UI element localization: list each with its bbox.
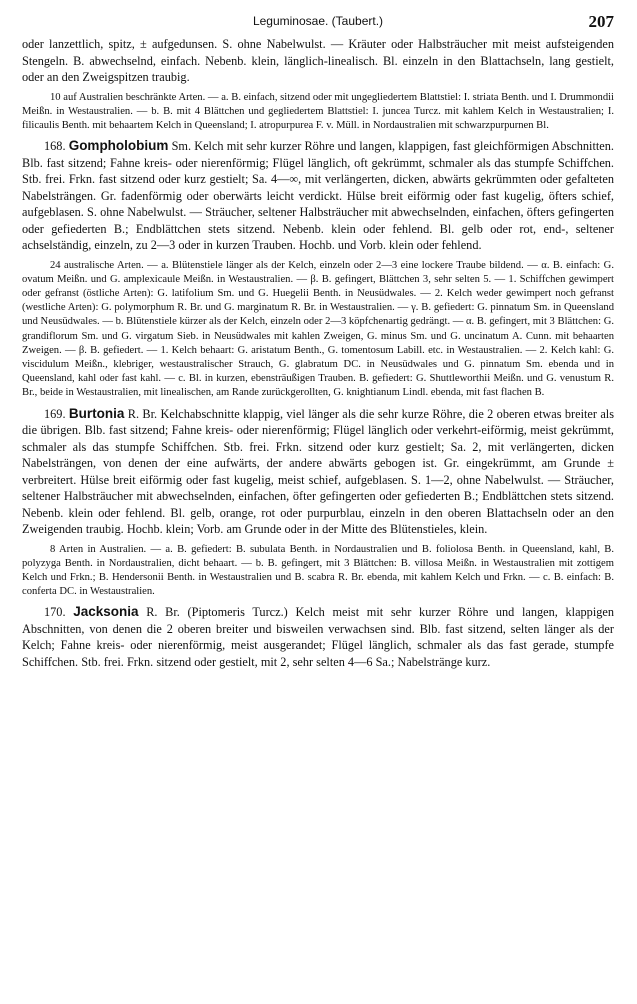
genus-number: 169. bbox=[44, 406, 66, 421]
genus-number: 168. bbox=[44, 139, 66, 154]
genus-entry-gompholobium bbox=[22, 138, 614, 254]
genus-description: R. Br. (Piptomeris Turcz.) Kelch meist mit sehr kurzer Röhre und langen, klappigen Abschnitten, von denen die 2 oberen breiter und bisweilen verwachsen sind. Blb. fast sitzend, selten länger als der Kelch; Fahne kreis- oder nierenförmig, meist ausgerandet; Flügel länglich, schmaler als das fast gerade, stumpfe Schiffchen. Stb. frei. Frkn. sitzend oder gestielt, mit 2, sehr selten 4—6 Sa.; Nabelstränge kurz. bbox=[22, 605, 614, 669]
genus-description: Sm. Kelch mit sehr kurzer Röhre und langen, klappigen, fast gleichförmigen Abschnitten. Blb. fast sitzend; Fahne kreis- oder nierenförmig; Flügel länglich, oft gekrümmt, schmaler als das stumpfe Schiffchen. Stb. frei. Frkn. fast sitzend oder kurz gestielt; Sa. 4—∞, mit verlängerten, dicken, abwärts gekrümmten oder gefalteten Nabelsträngen. Gr. fadenförmig oder oberwärts leicht verdickt. Hülse breit eiförmig oder fast kugelig, öfters schief, aufgeblasen. S. ohne Nabelwulst. — Sträucher, seltener Halbsträucher mit abwechselnden, einfachen, öfters gefingerten oder gefiederten B.; Endblättchen stets sitzend. Nebenb. klein oder fehlend. Bl. gelb oder rot, end-, seltener achselständig, einzeln, zu 2—3 oder in kurzen Trauben. Hochb. und Vorb. klein oder fehlend. bbox=[22, 139, 614, 253]
paragraph-intro-continued: oder lanzettlich, spitz, ± aufgedunsen. S. ohne Nabelwulst. — Kräuter oder Halbsträucher mit meist aufsteigenden Stengeln. B. abwechselnd, einfach. Nebenb. klein, länglich-linealisch. Bl. einzeln in den Blattachseln, lang gestielt, oder an den Zweigspitzen traubig. bbox=[22, 37, 614, 84]
genus-name: Gompholobium bbox=[68, 138, 169, 154]
genus-name: Burtonia bbox=[68, 405, 125, 421]
genus-name: Jacksonia bbox=[73, 604, 139, 620]
species-list-isotropis: 10 auf Australien beschränkte Arten. — a. B. einfach, sitzend oder mit ungegliedertem Blattstiel: I. striata Benth. und I. Drummondii Meißn. in Westaustralien. — b. B. mit 4 Blättchen und gegliedertem Blattstiel: I. juncea Turcz. mit kahlem Kelch in Westaustralien; I. filicaulis Benth. mit behaartem Kelch in Queensland; I. atropurpurea F. v. Müll. in Nordaustralien mit schwarzpurpurnen Bl. bbox=[22, 91, 614, 131]
page-number: 207 bbox=[588, 12, 614, 31]
genus-entry-jacksonia bbox=[22, 604, 614, 670]
species-list-burtonia: 8 Arten in Australien. — a. B. gefiedert: B. subulata Benth. in Nordaustralien und B. foliolosa Benth. in Queensland, kahl, B. polyzyga Benth. in Nordaustralien, dicht behaart. — b. B. gefingert, mit 3 Blättchen: B. villosa Meißn. in Westaustralien mit zottigem Kelch und Frkn.; B. Hendersonii Benth. in Westaustralien und B. scabra R. Br. ebenda, mit kahlem Kelch und Frkn. — c. B. einfach: B. conferta DC. in Westaustralien. bbox=[22, 543, 614, 598]
genus-number: 170. bbox=[44, 605, 66, 620]
species-list-gompholobium: 24 australische Arten. — a. Blütenstiele länger als der Kelch, einzeln oder 2—3 eine lockere Traube bildend. — α. B. einfach: G. ovatum Meißn. und G. amplexicaule Meißn. in Westaustralien. — β. B. gefingert, Blättchen 3, sehr selten 5. — 1. Schiffchen gewimpert oder gefranst (östliche Arten): G. latifolium Sm. und G. Huegelii Benth. in Neusüdwales. — 2. Kelch weder gewimpert noch gefranst (westliche Arten): G. polymorphum R. Br. und G. marginatum R. Br. in Westaustralien. — γ. B. gefiedert: G. pinnatum Sm. in Queensland und Neusüdwales. — b. Blütenstiele kürzer als der Kelch, einzeln oder 2—3 köpfchenartig gedrängt. — α. B. gefingert, mit 3 Blättchen: G. grandiflorum Sm. und G. virgatum Sieb. in Neusüdwales mit kahlen Zweigen, G. minus Sm. und G. uncinatum A. Cunn. mit behaarten Zweigen. — β. B. gefiedert. — 1. Kelch behaart: G. aristatum Benth., G. tomentosum Labill. etc. in Westaustralien. — 2. Kelch kahl: G. viscidulum Meißn., klebriger, westaustralischer Strauch, G. glabratum DC. in Neusüdwales und G. pinnatum Sm. ebenda und in Queensland, kahl oder fast kahl. — c. Bl. in kurzen, ebensträußigen Trauben. B. gefiedert: G. Shuttleworthii Meißn. und G. venustum R. Br., beide in Westaustralien, mit linealischen, am Rande zurückgerollten, G. knightianum Lindl. ebenda, mit fast flachen B. bbox=[22, 259, 614, 399]
running-title: Leguminosae. (Taubert.) bbox=[252, 14, 384, 28]
genus-description: R. Br. Kelchabschnitte klappig, viel länger als die sehr kurze Röhre, die 2 oberen etwas breiter als die übrigen. Blb. fast sitzend; Fahne kreis- oder nierenförmig; Flügel länglich oder verkehrt-eiförmig, meist gekrümmt, schmaler als das stumpfe Schiffchen. Stb. frei. Frkn. sitzend oder kurz gestielt; Sa. 2, mit verlängerten, dicken Nabelsträngen, von denen der eine aufwärts, der andere abwärts gebogen ist. Gr. eingekrümmt, am Grunde ± verbreitert. Hülse breit eiförmig oder fast kugelig, meist schief, aufgeblasen. S. 1—2, ohne Nabelwulst. — Sträucher, seltener Halbsträucher mit abwechselnden, einfachen, öfter gefingerten oder gefiederten B.; Endblättchen stets sitzend. Nebenb. klein oder fehlend. Bl. gelb, orange, rot oder purpurblau, einzeln in den oberen Blattachseln oder an den Zweigenden traubig. Hochb. klein; Vorb. am Grunde oder in der Mitte des Blütenstieles, klein. bbox=[22, 406, 614, 537]
book-page bbox=[22, 12, 614, 670]
page-header bbox=[22, 12, 614, 36]
genus-entry-burtonia bbox=[22, 406, 614, 538]
